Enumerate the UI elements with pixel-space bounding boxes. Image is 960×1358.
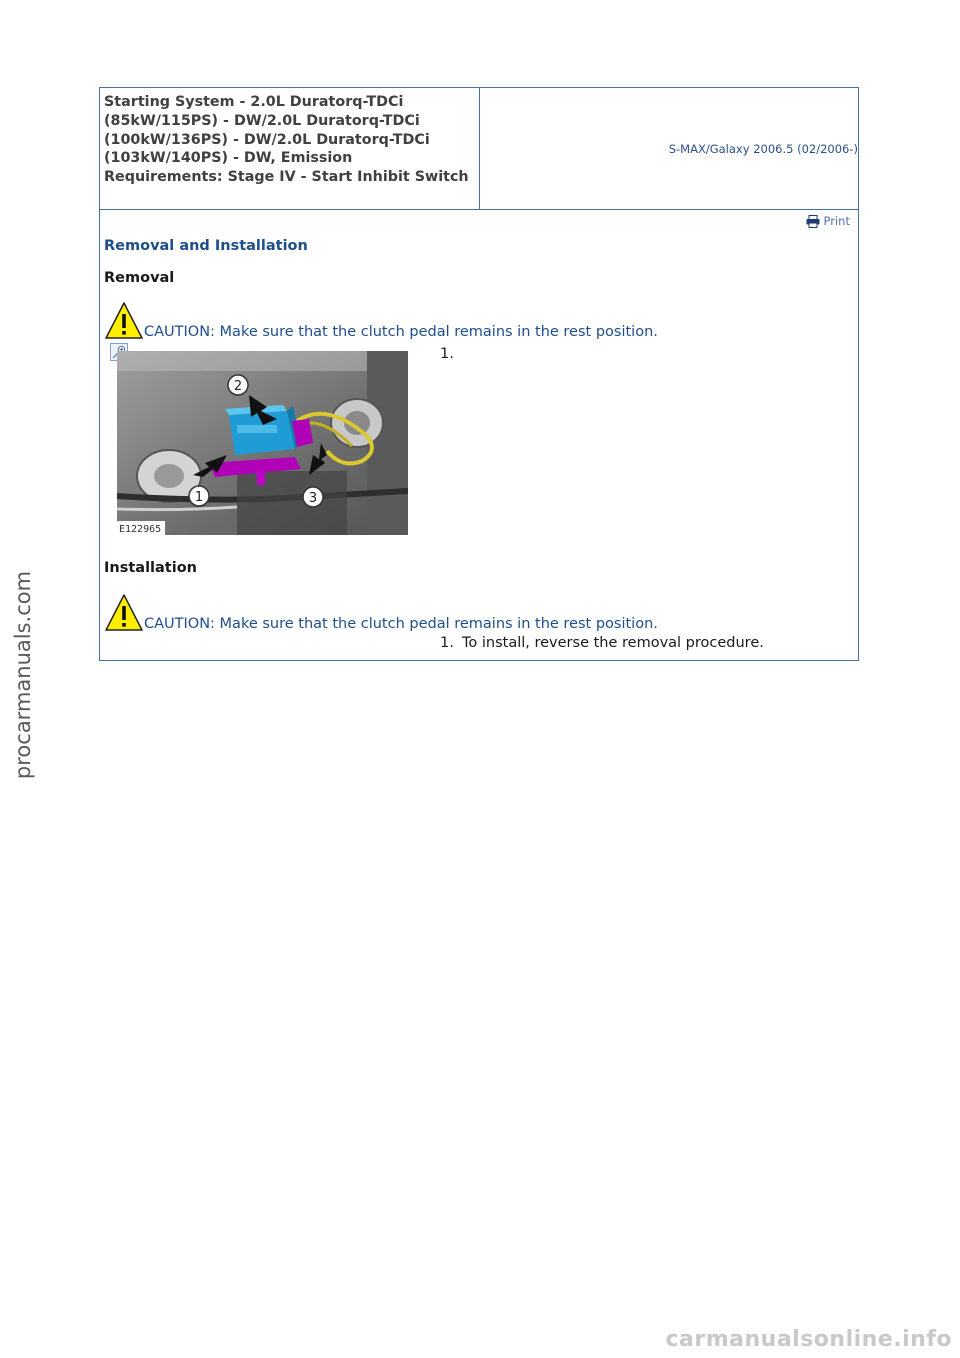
model-cell <box>481 88 858 209</box>
callout-3: 3 <box>308 491 318 506</box>
side-watermark <box>8 560 38 790</box>
installation-caution <box>104 593 658 633</box>
figure-code: E122965 <box>119 524 162 535</box>
printer-icon <box>806 215 820 228</box>
callout-1: 1 <box>194 490 204 505</box>
header-row <box>100 88 858 210</box>
removal-heading: Removal <box>104 270 175 286</box>
switch-connector-illustration <box>117 351 408 535</box>
footer-watermark: carmanualsonline.info <box>665 1327 952 1352</box>
installation-heading: Installation <box>104 560 197 576</box>
side-watermark-text: procarmanuals.com <box>11 570 35 780</box>
print-button[interactable] <box>806 214 850 228</box>
installation-step-number: 1. <box>440 635 454 651</box>
model-label: S-MAX/Galaxy 2006.5 (02/2006-) <box>668 141 858 156</box>
warning-triangle-icon <box>104 593 144 633</box>
removal-step-number: 1. <box>440 346 454 362</box>
document-title: Starting System - 2.0L Duratorq-TDCi (85kW/115PS) - DW/2.0L Duratorq-TDCi (100kW/136PS) - DW/2.0L Duratorq-TDCi (103kW/140PS) - DW, Emission Requirements: Stage IV - Start Inhibit Switch <box>104 94 469 186</box>
section-title: Removal and Installation <box>104 238 308 254</box>
installation-step <box>440 635 764 651</box>
title-cell <box>100 88 480 209</box>
procedure-frame <box>99 87 859 661</box>
print-label: Print <box>823 214 850 228</box>
removal-caution <box>104 301 658 341</box>
installation-step-text: To install, reverse the removal procedure. <box>462 635 764 651</box>
removal-caution-text: CAUTION: Make sure that the clutch pedal remains in the rest position. <box>144 324 658 340</box>
removal-illustration[interactable] <box>117 351 408 535</box>
warning-triangle-icon <box>104 301 144 341</box>
installation-caution-text: CAUTION: Make sure that the clutch pedal remains in the rest position. <box>144 616 658 632</box>
callout-2: 2 <box>233 379 243 394</box>
